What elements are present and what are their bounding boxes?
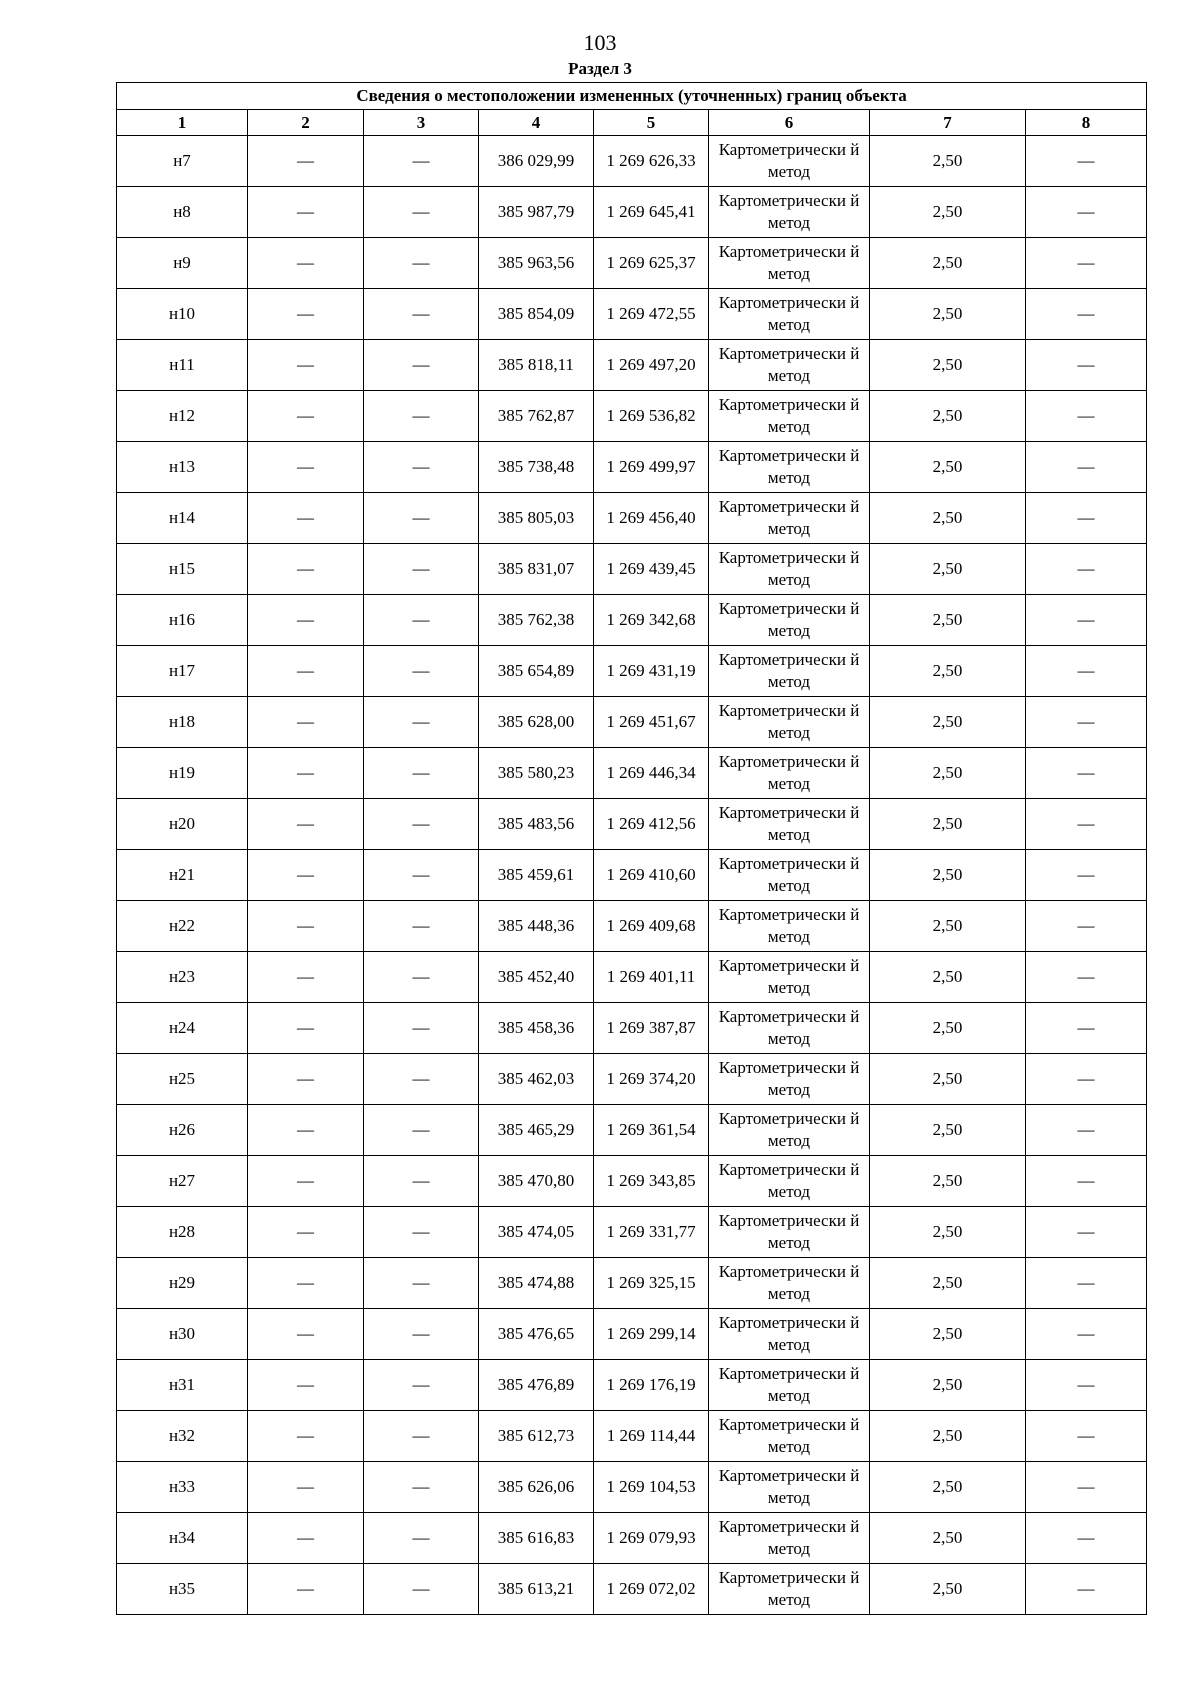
accuracy: 2,50 xyxy=(870,1003,1026,1054)
col2-value: — xyxy=(248,391,364,442)
point-id: н17 xyxy=(117,646,248,697)
col2-value: — xyxy=(248,850,364,901)
coord-x: 385 448,36 xyxy=(479,901,594,952)
coord-y: 1 269 072,02 xyxy=(594,1564,709,1615)
accuracy: 2,50 xyxy=(870,1462,1026,1513)
point-id: н24 xyxy=(117,1003,248,1054)
column-header: 4 xyxy=(479,110,594,136)
col3-value: — xyxy=(364,187,479,238)
coord-y: 1 269 299,14 xyxy=(594,1309,709,1360)
table-row xyxy=(117,1207,1147,1258)
col3-value: — xyxy=(364,1207,479,1258)
col3-value: — xyxy=(364,340,479,391)
accuracy: 2,50 xyxy=(870,391,1026,442)
col3-value: — xyxy=(364,748,479,799)
col8-value: — xyxy=(1026,1513,1147,1564)
column-header-row xyxy=(117,110,1147,136)
col2-value: — xyxy=(248,136,364,187)
method: Картометрически й метод xyxy=(709,136,870,187)
method: Картометрически й метод xyxy=(709,1411,870,1462)
coord-y: 1 269 446,34 xyxy=(594,748,709,799)
col8-value: — xyxy=(1026,799,1147,850)
col3-value: — xyxy=(364,697,479,748)
coord-x: 385 613,21 xyxy=(479,1564,594,1615)
col8-value: — xyxy=(1026,1564,1147,1615)
col2-value: — xyxy=(248,1105,364,1156)
point-id: н33 xyxy=(117,1462,248,1513)
col2-value: — xyxy=(248,901,364,952)
table-row xyxy=(117,187,1147,238)
coord-y: 1 269 456,40 xyxy=(594,493,709,544)
coord-y: 1 269 536,82 xyxy=(594,391,709,442)
coord-x: 385 612,73 xyxy=(479,1411,594,1462)
accuracy: 2,50 xyxy=(870,748,1026,799)
coord-x: 385 805,03 xyxy=(479,493,594,544)
col8-value: — xyxy=(1026,340,1147,391)
accuracy: 2,50 xyxy=(870,1054,1026,1105)
accuracy: 2,50 xyxy=(870,340,1026,391)
table-row xyxy=(117,1411,1147,1462)
table-row xyxy=(117,493,1147,544)
col8-value: — xyxy=(1026,493,1147,544)
point-id: н12 xyxy=(117,391,248,442)
accuracy: 2,50 xyxy=(870,1156,1026,1207)
col8-value: — xyxy=(1026,544,1147,595)
col3-value: — xyxy=(364,1411,479,1462)
accuracy: 2,50 xyxy=(870,1258,1026,1309)
method: Картометрически й метод xyxy=(709,1105,870,1156)
method: Картометрически й метод xyxy=(709,1054,870,1105)
coord-y: 1 269 497,20 xyxy=(594,340,709,391)
col3-value: — xyxy=(364,289,479,340)
col2-value: — xyxy=(248,799,364,850)
accuracy: 2,50 xyxy=(870,952,1026,1003)
col8-value: — xyxy=(1026,136,1147,187)
col2-value: — xyxy=(248,340,364,391)
col8-value: — xyxy=(1026,1003,1147,1054)
col2-value: — xyxy=(248,1054,364,1105)
column-header: 7 xyxy=(870,110,1026,136)
point-id: н26 xyxy=(117,1105,248,1156)
col3-value: — xyxy=(364,850,479,901)
point-id: н21 xyxy=(117,850,248,901)
point-id: н25 xyxy=(117,1054,248,1105)
col3-value: — xyxy=(364,1003,479,1054)
col3-value: — xyxy=(364,595,479,646)
col2-value: — xyxy=(248,1513,364,1564)
point-id: н34 xyxy=(117,1513,248,1564)
method: Картометрически й метод xyxy=(709,646,870,697)
col8-value: — xyxy=(1026,1411,1147,1462)
method: Картометрически й метод xyxy=(709,1309,870,1360)
col8-value: — xyxy=(1026,1207,1147,1258)
point-id: н20 xyxy=(117,799,248,850)
coord-y: 1 269 626,33 xyxy=(594,136,709,187)
method: Картометрически й метод xyxy=(709,1003,870,1054)
coord-y: 1 269 331,77 xyxy=(594,1207,709,1258)
point-id: н15 xyxy=(117,544,248,595)
col2-value: — xyxy=(248,1156,364,1207)
table-row xyxy=(117,850,1147,901)
coord-x: 385 476,65 xyxy=(479,1309,594,1360)
col3-value: — xyxy=(364,544,479,595)
method: Картометрически й метод xyxy=(709,187,870,238)
accuracy: 2,50 xyxy=(870,1360,1026,1411)
col8-value: — xyxy=(1026,1156,1147,1207)
method: Картометрически й метод xyxy=(709,238,870,289)
point-id: н35 xyxy=(117,1564,248,1615)
coord-x: 385 458,36 xyxy=(479,1003,594,1054)
column-header: 3 xyxy=(364,110,479,136)
coord-y: 1 269 104,53 xyxy=(594,1462,709,1513)
col2-value: — xyxy=(248,595,364,646)
point-id: н32 xyxy=(117,1411,248,1462)
coord-x: 385 465,29 xyxy=(479,1105,594,1156)
col2-value: — xyxy=(248,1564,364,1615)
col3-value: — xyxy=(364,1105,479,1156)
accuracy: 2,50 xyxy=(870,1513,1026,1564)
method: Картометрически й метод xyxy=(709,493,870,544)
coord-y: 1 269 431,19 xyxy=(594,646,709,697)
method: Картометрически й метод xyxy=(709,1513,870,1564)
coord-y: 1 269 361,54 xyxy=(594,1105,709,1156)
point-id: н22 xyxy=(117,901,248,952)
table-row xyxy=(117,340,1147,391)
col3-value: — xyxy=(364,799,479,850)
coord-x: 385 626,06 xyxy=(479,1462,594,1513)
col3-value: — xyxy=(364,1564,479,1615)
table-row xyxy=(117,697,1147,748)
table-row xyxy=(117,1462,1147,1513)
col3-value: — xyxy=(364,493,479,544)
method: Картометрически й метод xyxy=(709,1462,870,1513)
accuracy: 2,50 xyxy=(870,442,1026,493)
col2-value: — xyxy=(248,238,364,289)
accuracy: 2,50 xyxy=(870,187,1026,238)
coord-y: 1 269 439,45 xyxy=(594,544,709,595)
coord-x: 385 474,88 xyxy=(479,1258,594,1309)
coord-x: 386 029,99 xyxy=(479,136,594,187)
coord-y: 1 269 374,20 xyxy=(594,1054,709,1105)
accuracy: 2,50 xyxy=(870,1207,1026,1258)
table-row xyxy=(117,1258,1147,1309)
col3-value: — xyxy=(364,136,479,187)
col2-value: — xyxy=(248,289,364,340)
col8-value: — xyxy=(1026,697,1147,748)
col8-value: — xyxy=(1026,901,1147,952)
col2-value: — xyxy=(248,1309,364,1360)
accuracy: 2,50 xyxy=(870,1105,1026,1156)
col2-value: — xyxy=(248,1207,364,1258)
method: Картометрически й метод xyxy=(709,595,870,646)
method: Картометрически й метод xyxy=(709,1207,870,1258)
point-id: н13 xyxy=(117,442,248,493)
coord-x: 385 470,80 xyxy=(479,1156,594,1207)
point-id: н7 xyxy=(117,136,248,187)
method: Картометрически й метод xyxy=(709,1360,870,1411)
accuracy: 2,50 xyxy=(870,901,1026,952)
coord-x: 385 831,07 xyxy=(479,544,594,595)
coord-x: 385 854,09 xyxy=(479,289,594,340)
coord-x: 385 762,38 xyxy=(479,595,594,646)
accuracy: 2,50 xyxy=(870,697,1026,748)
coord-y: 1 269 412,56 xyxy=(594,799,709,850)
col8-value: — xyxy=(1026,391,1147,442)
accuracy: 2,50 xyxy=(870,136,1026,187)
point-id: н8 xyxy=(117,187,248,238)
method: Картометрически й метод xyxy=(709,442,870,493)
col8-value: — xyxy=(1026,1309,1147,1360)
col3-value: — xyxy=(364,1462,479,1513)
col8-value: — xyxy=(1026,850,1147,901)
point-id: н10 xyxy=(117,289,248,340)
point-id: н16 xyxy=(117,595,248,646)
col2-value: — xyxy=(248,1258,364,1309)
coord-y: 1 269 472,55 xyxy=(594,289,709,340)
col8-value: — xyxy=(1026,1462,1147,1513)
accuracy: 2,50 xyxy=(870,799,1026,850)
section-heading: Раздел 3 xyxy=(568,59,632,78)
point-id: н18 xyxy=(117,697,248,748)
col8-value: — xyxy=(1026,187,1147,238)
table-row xyxy=(117,799,1147,850)
col8-value: — xyxy=(1026,952,1147,1003)
coord-y: 1 269 410,60 xyxy=(594,850,709,901)
coord-x: 385 762,87 xyxy=(479,391,594,442)
coord-x: 385 474,05 xyxy=(479,1207,594,1258)
method: Картометрически й метод xyxy=(709,850,870,901)
table-row xyxy=(117,1105,1147,1156)
coord-x: 385 818,11 xyxy=(479,340,594,391)
method: Картометрически й метод xyxy=(709,748,870,799)
col8-value: — xyxy=(1026,442,1147,493)
col3-value: — xyxy=(364,238,479,289)
accuracy: 2,50 xyxy=(870,1309,1026,1360)
table-row xyxy=(117,1003,1147,1054)
table-row xyxy=(117,136,1147,187)
point-id: н19 xyxy=(117,748,248,799)
coord-y: 1 269 079,93 xyxy=(594,1513,709,1564)
method: Картометрически й метод xyxy=(709,544,870,595)
point-id: н30 xyxy=(117,1309,248,1360)
point-id: н27 xyxy=(117,1156,248,1207)
col3-value: — xyxy=(364,1258,479,1309)
method: Картометрически й метод xyxy=(709,1156,870,1207)
method: Картометрически й метод xyxy=(709,391,870,442)
table-row xyxy=(117,1309,1147,1360)
column-header: 6 xyxy=(709,110,870,136)
coord-y: 1 269 499,97 xyxy=(594,442,709,493)
table-row xyxy=(117,901,1147,952)
col8-value: — xyxy=(1026,1054,1147,1105)
col2-value: — xyxy=(248,544,364,595)
table-row xyxy=(117,1054,1147,1105)
table-row xyxy=(117,952,1147,1003)
point-id: н11 xyxy=(117,340,248,391)
coord-y: 1 269 343,85 xyxy=(594,1156,709,1207)
table-row xyxy=(117,1156,1147,1207)
col8-value: — xyxy=(1026,238,1147,289)
col2-value: — xyxy=(248,697,364,748)
table-row xyxy=(117,544,1147,595)
coord-x: 385 738,48 xyxy=(479,442,594,493)
col2-value: — xyxy=(248,1462,364,1513)
col8-value: — xyxy=(1026,595,1147,646)
accuracy: 2,50 xyxy=(870,1411,1026,1462)
coord-y: 1 269 409,68 xyxy=(594,901,709,952)
method: Картометрически й метод xyxy=(709,340,870,391)
col2-value: — xyxy=(248,442,364,493)
page-number: 103 xyxy=(583,30,617,55)
accuracy: 2,50 xyxy=(870,850,1026,901)
coord-x: 385 452,40 xyxy=(479,952,594,1003)
method: Картометрически й метод xyxy=(709,1564,870,1615)
coord-x: 385 459,61 xyxy=(479,850,594,901)
table-row xyxy=(117,595,1147,646)
boundary-coordinates-table xyxy=(116,82,1147,1615)
method: Картометрически й метод xyxy=(709,901,870,952)
column-header: 2 xyxy=(248,110,364,136)
col2-value: — xyxy=(248,952,364,1003)
col8-value: — xyxy=(1026,1105,1147,1156)
accuracy: 2,50 xyxy=(870,595,1026,646)
coord-x: 385 483,56 xyxy=(479,799,594,850)
col2-value: — xyxy=(248,748,364,799)
table-row xyxy=(117,289,1147,340)
col8-value: — xyxy=(1026,1258,1147,1309)
method: Картометрически й метод xyxy=(709,289,870,340)
col3-value: — xyxy=(364,391,479,442)
point-id: н23 xyxy=(117,952,248,1003)
accuracy: 2,50 xyxy=(870,493,1026,544)
col8-value: — xyxy=(1026,289,1147,340)
accuracy: 2,50 xyxy=(870,646,1026,697)
coord-y: 1 269 387,87 xyxy=(594,1003,709,1054)
col3-value: — xyxy=(364,1156,479,1207)
col8-value: — xyxy=(1026,748,1147,799)
column-header: 5 xyxy=(594,110,709,136)
table-row xyxy=(117,1564,1147,1615)
col2-value: — xyxy=(248,1360,364,1411)
col2-value: — xyxy=(248,1411,364,1462)
table-row xyxy=(117,391,1147,442)
point-id: н28 xyxy=(117,1207,248,1258)
table-row xyxy=(117,1360,1147,1411)
column-header: 1 xyxy=(117,110,248,136)
table-row xyxy=(117,238,1147,289)
method: Картометрически й метод xyxy=(709,1258,870,1309)
coord-y: 1 269 325,15 xyxy=(594,1258,709,1309)
coord-y: 1 269 176,19 xyxy=(594,1360,709,1411)
col3-value: — xyxy=(364,952,479,1003)
coord-y: 1 269 401,11 xyxy=(594,952,709,1003)
coord-y: 1 269 645,41 xyxy=(594,187,709,238)
col3-value: — xyxy=(364,442,479,493)
point-id: н9 xyxy=(117,238,248,289)
table-row xyxy=(117,748,1147,799)
table-body xyxy=(117,136,1147,1615)
table-row xyxy=(117,442,1147,493)
point-id: н31 xyxy=(117,1360,248,1411)
col2-value: — xyxy=(248,646,364,697)
col3-value: — xyxy=(364,901,479,952)
coord-x: 385 963,56 xyxy=(479,238,594,289)
col2-value: — xyxy=(248,187,364,238)
col3-value: — xyxy=(364,1513,479,1564)
coord-y: 1 269 451,67 xyxy=(594,697,709,748)
table-row xyxy=(117,1513,1147,1564)
coord-y: 1 269 625,37 xyxy=(594,238,709,289)
method: Картометрически й метод xyxy=(709,697,870,748)
coord-x: 385 580,23 xyxy=(479,748,594,799)
col8-value: — xyxy=(1026,646,1147,697)
point-id: н29 xyxy=(117,1258,248,1309)
coord-y: 1 269 342,68 xyxy=(594,595,709,646)
coord-x: 385 987,79 xyxy=(479,187,594,238)
point-id: н14 xyxy=(117,493,248,544)
coord-x: 385 628,00 xyxy=(479,697,594,748)
accuracy: 2,50 xyxy=(870,544,1026,595)
col3-value: — xyxy=(364,646,479,697)
col3-value: — xyxy=(364,1054,479,1105)
coord-x: 385 476,89 xyxy=(479,1360,594,1411)
table-row xyxy=(117,646,1147,697)
col2-value: — xyxy=(248,493,364,544)
coord-x: 385 616,83 xyxy=(479,1513,594,1564)
method: Картометрически й метод xyxy=(709,799,870,850)
table-title: Сведения о местоположении измененных (уточненных) границ объекта xyxy=(117,83,1147,110)
col3-value: — xyxy=(364,1309,479,1360)
coord-y: 1 269 114,44 xyxy=(594,1411,709,1462)
accuracy: 2,50 xyxy=(870,1564,1026,1615)
accuracy: 2,50 xyxy=(870,238,1026,289)
column-header: 8 xyxy=(1026,110,1147,136)
col3-value: — xyxy=(364,1360,479,1411)
col8-value: — xyxy=(1026,1360,1147,1411)
method: Картометрически й метод xyxy=(709,952,870,1003)
accuracy: 2,50 xyxy=(870,289,1026,340)
col2-value: — xyxy=(248,1003,364,1054)
coord-x: 385 654,89 xyxy=(479,646,594,697)
coord-x: 385 462,03 xyxy=(479,1054,594,1105)
